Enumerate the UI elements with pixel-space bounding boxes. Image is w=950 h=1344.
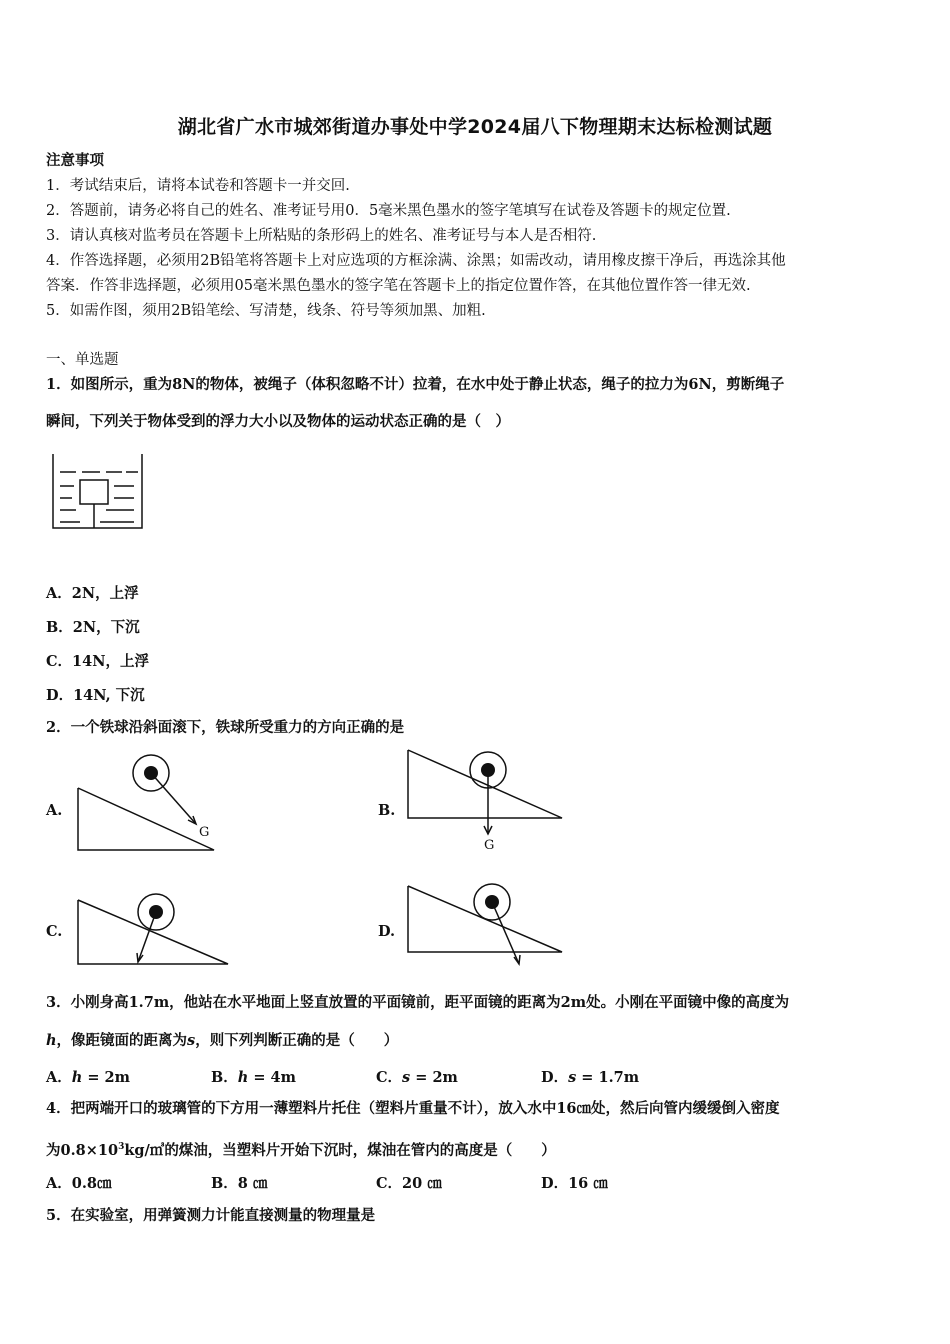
q3-var-h: h bbox=[46, 1032, 57, 1049]
q1-stem-line2: 瞬间，下列关于物体受到的浮力大小以及物体的运动状态正确的是（ ） bbox=[46, 413, 510, 430]
q2-figure-a bbox=[74, 752, 224, 856]
q3-option-a: A．h = 2m bbox=[46, 1069, 130, 1086]
notice-item: 答案．作答非选择题，必须用05毫米黑色墨水的签字笔在答题卡上的指定位置作答，在其他位置作答一律无效. bbox=[46, 278, 751, 294]
q4-option-b: B．8 ㎝ bbox=[211, 1175, 268, 1192]
q2-a-force-label: G bbox=[199, 825, 210, 840]
q3-stem-line1: 3．小刚身高1.7m，他站在水平地面上竖直放置的平面镜前，距平面镜的距离为2m处。小刚在平面镜中像的高度为 bbox=[46, 994, 790, 1011]
q1-option-b: B．2N，下沉 bbox=[46, 619, 140, 636]
q2-label-c: C. bbox=[46, 923, 63, 940]
q3-option-b: B．h = 4m bbox=[211, 1069, 296, 1086]
notice-item: 1．考试结束后，请将本试卷和答题卡一并交回. bbox=[46, 178, 350, 194]
q2-label-b: B. bbox=[378, 802, 396, 819]
q4-option-a: A．0.8㎝ bbox=[46, 1175, 112, 1192]
q1-option-a: A．2N，上浮 bbox=[46, 585, 139, 602]
q1-stem-line1: 1．如图所示，重为8N的物体，被绳子（体积忽略不计）拉着，在水中处于静止状态，绳子的拉力为6N，剪断绳子 bbox=[46, 376, 785, 393]
q2-stem: 2．一个铁球沿斜面滚下，铁球所受重力的方向正确的是 bbox=[46, 719, 405, 736]
q4-stem-line2: 为$0.8\times 10^3kg/㎥$的煤油，当塑料片开始下沉时，煤油在管内的高度是（ ） bbox=[46, 1141, 556, 1159]
q2-b-force-label: G bbox=[484, 838, 495, 853]
q2-figure-b bbox=[404, 748, 570, 854]
q2-figure-d bbox=[404, 878, 570, 970]
q4-option-c: C．20 ㎝ bbox=[376, 1175, 442, 1192]
q2-label-a: A. bbox=[46, 802, 63, 819]
q3-stem-line2: h，像距镜面的距离为s，则下列判断正确的是（ ） bbox=[46, 1032, 399, 1049]
q3-option-d: D．s = 1.7m bbox=[541, 1069, 640, 1086]
q1-beaker-figure bbox=[50, 452, 146, 532]
section-heading: 一、单选题 bbox=[46, 352, 119, 368]
q5-stem: 5．在实验室，用弹簧测力计能直接测量的物理量是 bbox=[46, 1207, 376, 1224]
q1-option-c: C．14N，上浮 bbox=[46, 653, 149, 670]
notice-item: 5．如需作图，须用2B铅笔绘、写清楚，线条、符号等须加黑、加粗. bbox=[46, 303, 486, 319]
q3-var-s: s bbox=[187, 1032, 196, 1049]
q2-figure-c bbox=[74, 880, 234, 970]
q4-stem-line1: 4．把两端开口的玻璃管的下方用一薄塑料片托住（塑料片重量不计），放入水中16㎝处，然后向管内缓缓倒入密度 bbox=[46, 1100, 780, 1117]
notice-heading: 注意事项 bbox=[46, 152, 104, 169]
q1-option-d: D．14N, 下沉 bbox=[46, 687, 145, 704]
notice-item: 2．答题前，请务必将自己的姓名、准考证号用0．5毫米黑色墨水的签字笔填写在试卷及答题卡的规定位置. bbox=[46, 203, 731, 219]
notice-item: 4．作答选择题，必须用2B铅笔将答题卡上对应选项的方框涂满、涂黑；如需改动，请用橡皮擦干净后，再选涂其他 bbox=[46, 253, 786, 269]
notice-item: 3．请认真核对监考员在答题卡上所粘贴的条形码上的姓名、准考证号与本人是否相符. bbox=[46, 228, 597, 244]
page-title: 湖北省广水市城郊街道办事处中学2024届八下物理期末达标检测试题 bbox=[177, 116, 773, 138]
q4-option-d: D．16 ㎝ bbox=[541, 1175, 608, 1192]
q3-option-c: C．s = 2m bbox=[376, 1069, 458, 1086]
q2-label-d: D. bbox=[378, 923, 396, 940]
